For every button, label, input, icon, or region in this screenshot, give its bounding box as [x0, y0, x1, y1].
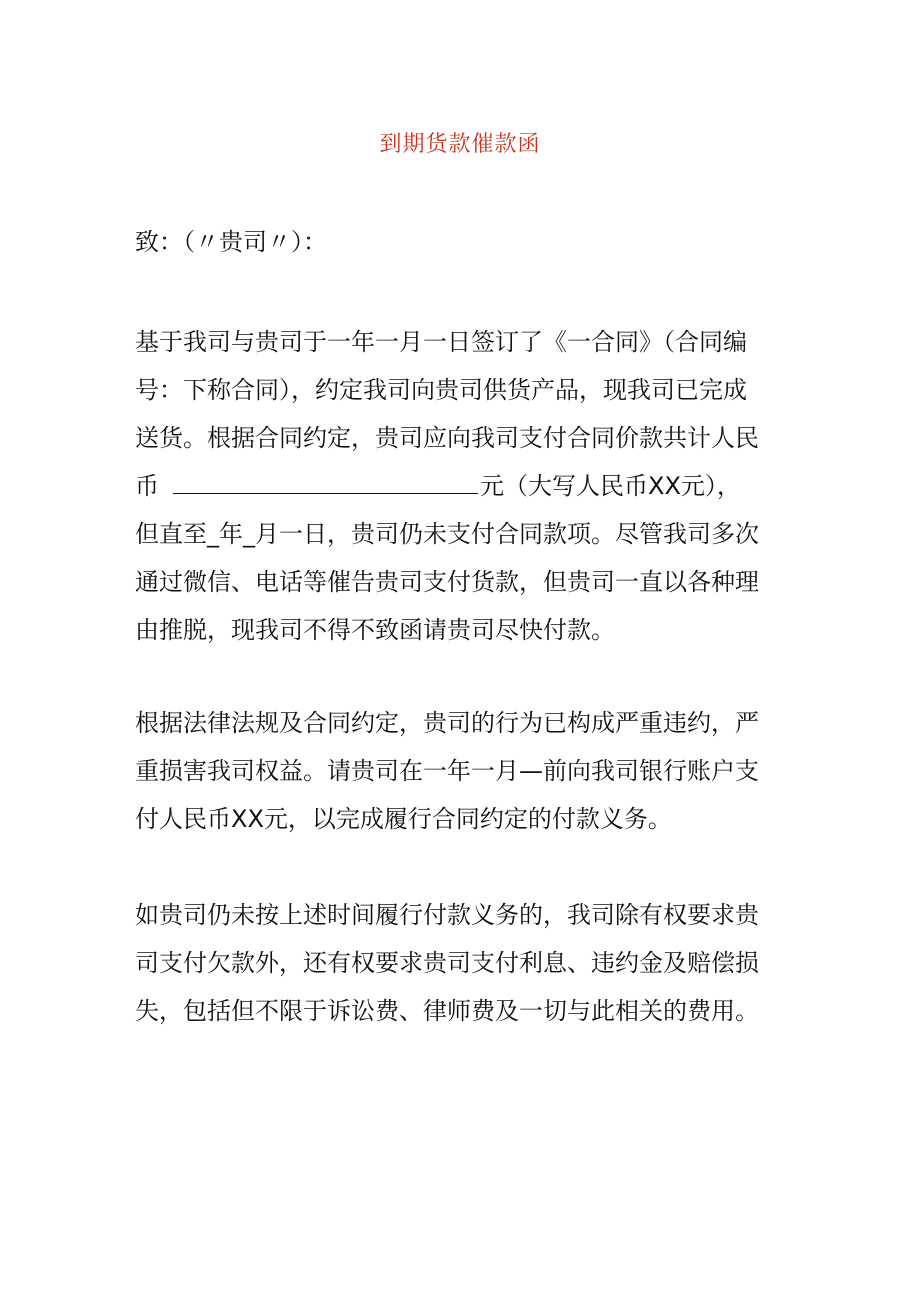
- document-title: 到期货款催款函: [379, 132, 541, 157]
- paragraph-line: 司支付欠款外，还有权要求贵司支付利息、违约金及赔偿损: [135, 949, 759, 977]
- paragraph-line: 但直至_年_月一日，贵司仍未支付合同款项。尽管我司多次: [135, 520, 759, 548]
- paragraph-breach-demand: [135, 699, 795, 843]
- amount-prefix: 币: [135, 472, 159, 500]
- paragraph-line: 重损害我司权益。请贵司在一年一月—前向我司银行账户支: [135, 757, 759, 785]
- paragraph-further-claims: [135, 891, 795, 1035]
- paragraph-line: 如贵司仍未按上述时间履行付款义务的，我司除有权要求贵: [135, 901, 759, 929]
- paragraph-line: 失，包括但不限于诉讼费、律师费及一切与此相关的费用。: [135, 997, 759, 1025]
- paragraph-line: 送货。根据合同约定，贵司应向我司支付合同价款共计人民: [135, 424, 759, 452]
- paragraph-line: 基于我司与贵司于一年一月一日签订了《一合同》（合同编: [135, 328, 747, 356]
- paragraph-line: 通过微信、电话等催告贵司支付货款，但贵司一直以各种理: [135, 568, 759, 596]
- amount-line: [135, 462, 795, 510]
- paragraph-line: 由推脱，现我司不得不致函请贵司尽快付款。: [135, 616, 615, 644]
- amount-blank: [173, 463, 478, 494]
- paragraph-line: 号：下称合同），约定我司向贵司供货产品，现我司已完成: [135, 376, 747, 404]
- paragraph-line: 根据法律法规及合同约定，贵司的行为已构成严重违约，严: [135, 709, 759, 737]
- paragraph-overdue-payment: [135, 318, 795, 654]
- amount-suffix: 元（大写人民币XX元），: [480, 472, 741, 500]
- paragraph-line: 付人民币XX元，以完成履行合同约定的付款义务。: [135, 805, 672, 833]
- salutation: 致：（〃贵司〃）：: [135, 228, 327, 256]
